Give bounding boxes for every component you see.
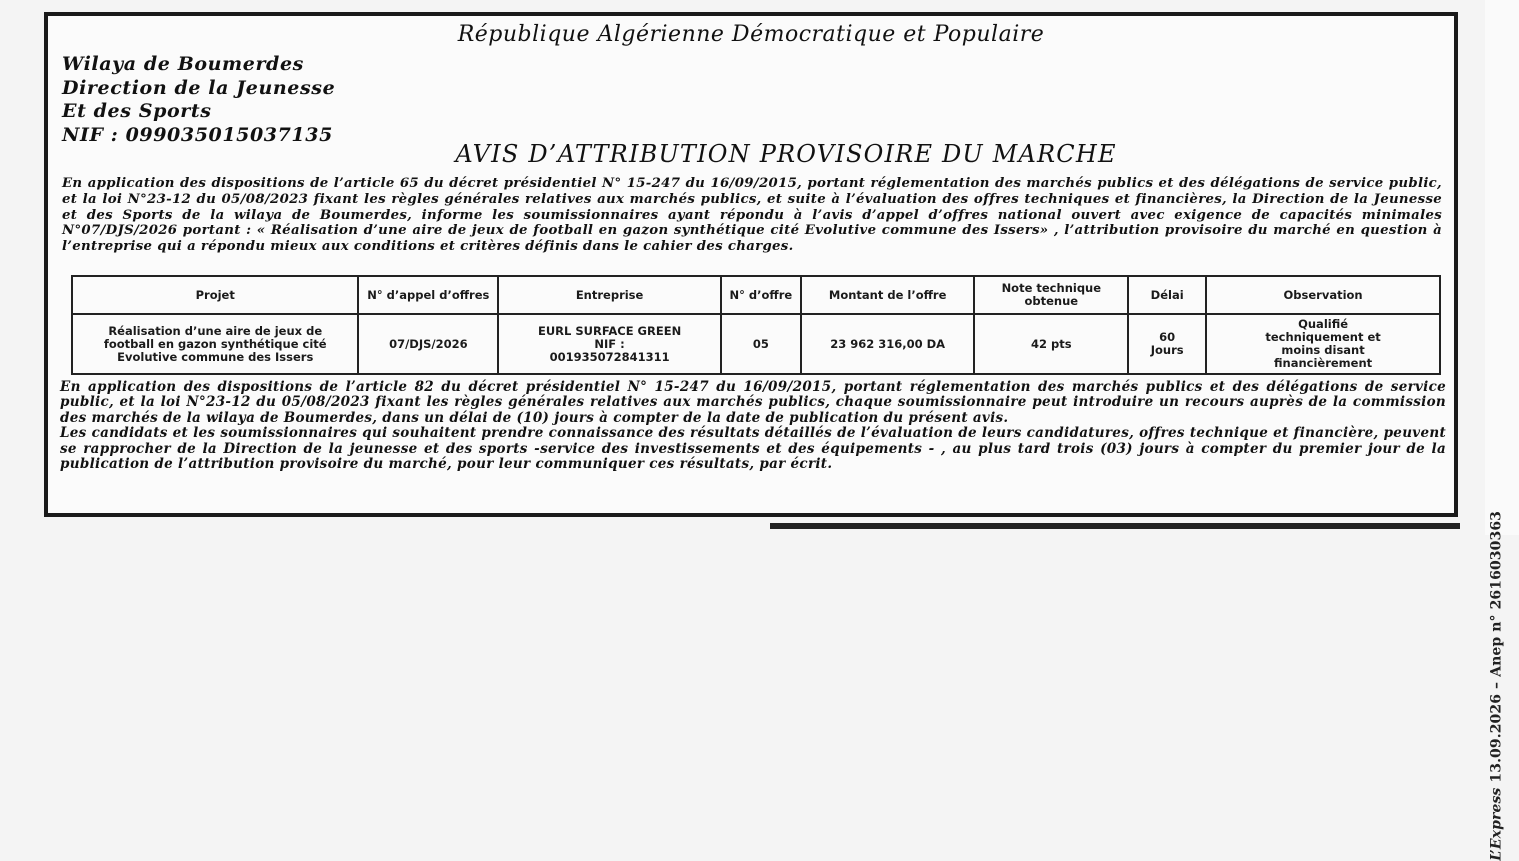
closing-block — [60, 380, 1446, 472]
cell-delai: 60 Jours — [1128, 314, 1206, 374]
intro-paragraph: En application des dispositions de l’article 65 du décret présidentiel N° 15-247 du 16/09/2015, portant réglementation des marchés publics et des délégations de service public, et la loi N°23-12 du 05/08/2023 fixant les règles générales relatives aux marchés publics, et suite à l’évaluation des offres techniques et financières, la Direction de la Jeunesse et des Sports de la wilaya de Boumerdes, informe les soumissionnaires ayant répondu à l’avis d’appel d’offres national ouvert avec exigence de capacités minimales N°07/DJS/2026 portant : « Réalisation d’une aire de jeux de football en gazon synthétique cité Evolutive commune des Issers» , l’attribution provisoire du marché en question à l’entreprise qui a répondu mieux aux conditions et critères définis dans le cahier des charges. — [62, 176, 1442, 255]
cell-projet: Réalisation d’une aire de jeux de football en gazon synthétique cité Evolutive commune des Issers — [72, 314, 358, 374]
header-appel: N° d’appel d’offres — [358, 276, 498, 314]
entreprise-nif: 001935072841311 — [549, 349, 670, 364]
cell-appel: 07/DJS/2026 — [358, 314, 498, 374]
header-note: Note technique obtenue — [974, 276, 1128, 314]
header-offre: N° d’offre — [721, 276, 801, 314]
publication-name: L’Express — [1489, 787, 1505, 861]
cell-offre: 05 — [721, 314, 801, 374]
cell-note: 42 pts — [974, 314, 1128, 374]
header-entreprise: Entreprise — [498, 276, 721, 314]
entreprise-name: EURL SURFACE GREEN — [537, 323, 682, 338]
cell-entreprise — [498, 314, 721, 374]
header-montant: Montant de l’offre — [801, 276, 975, 314]
page-margin — [1485, 0, 1519, 535]
wilaya-line: Wilaya de Boumerdes — [62, 53, 304, 75]
header-observation: Observation — [1206, 276, 1440, 314]
resultats-paragraph: Les candidats et les soumissionnaires qui souhaitent prendre connaissance des résultats détaillés de l’évaluation de leurs candidatures, offres technique et financière, peuvent se rapprocher de la Direction de la jeunesse et des sports -service des investissements et des équipements - , au plus tard trois (03) jours à compter du premier jour de la publication de l’attribution provisoire du marché, pour leur communiquer ces résultats, par écrit. — [60, 425, 1446, 473]
entreprise-nif-label: NIF : — [594, 336, 625, 351]
header-projet: Projet — [72, 276, 358, 314]
header-delai: Délai — [1128, 276, 1206, 314]
table-header-row — [72, 276, 1440, 314]
publication-caption — [1489, 511, 1505, 861]
award-table — [71, 275, 1441, 375]
notice-title: AVIS D’ATTRIBUTION PROVISOIRE DU MARCHE — [455, 140, 1117, 168]
page-divider — [770, 523, 1460, 529]
cell-observation: Qualifié techniquement et moins disant financièrement — [1206, 314, 1440, 374]
sports-line: Et des Sports — [62, 100, 212, 122]
nif-line: NIF : 099035015037135 — [62, 123, 333, 146]
publication-reference: 13.09.2026 – Anep n° 2616030363 — [1489, 511, 1505, 788]
tender-notice — [44, 12, 1458, 517]
direction-line: Direction de la Jeunesse — [62, 76, 336, 99]
republic-heading: République Algérienne Démocratique et Populaire — [457, 22, 1045, 47]
issuer-block — [62, 53, 335, 147]
table-row — [72, 314, 1440, 374]
recours-paragraph: En application des dispositions de l’article 82 du décret présidentiel N° 15-247 du 16/09/2015, portant réglementation des marchés publics et des délégations de service public, et la loi N°23-12 du 05/08/2023 fixant les règles générales relatives aux marchés publics, chaque soumissionnaire peut introduire un recours auprès de la commission des marchés de la wilaya de Boumerdes, dans un délai de (10) jours à compter de la date de publication du présent avis. — [60, 379, 1446, 426]
cell-montant: 23 962 316,00 DA — [801, 314, 975, 374]
